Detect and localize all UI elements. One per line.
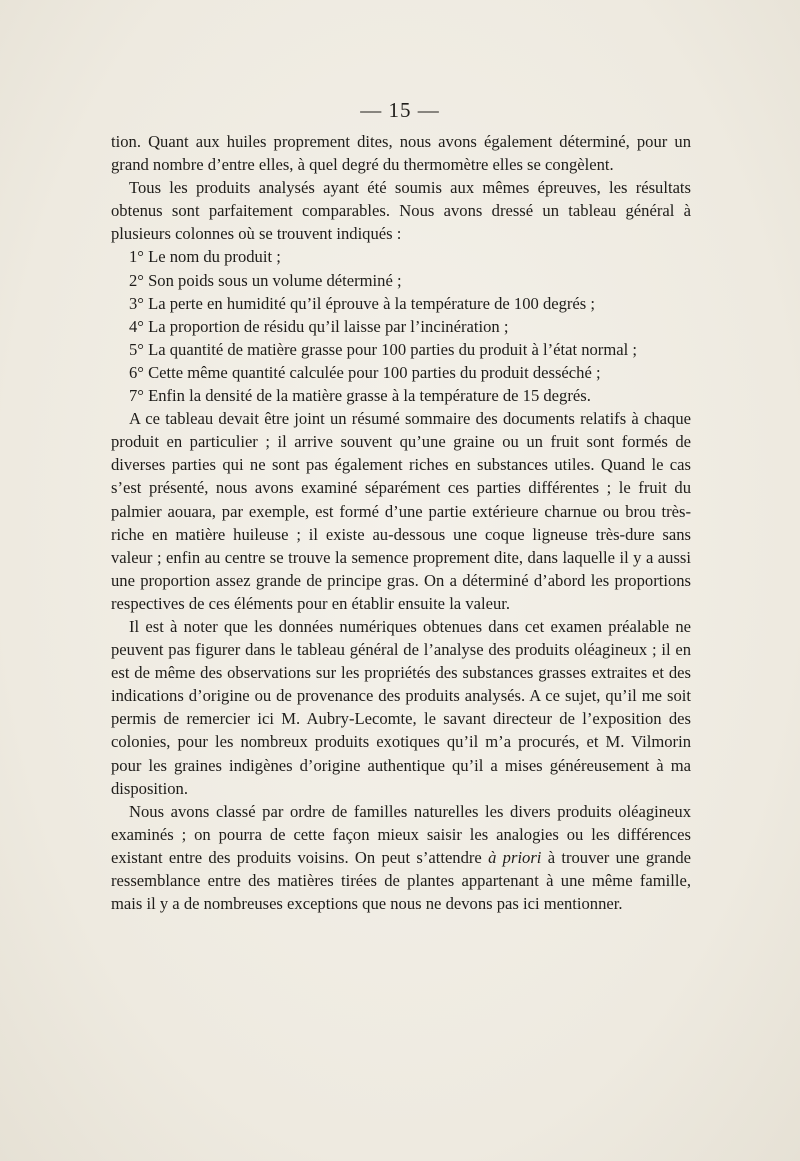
paragraph-continuation: tion. Quant aux huiles proprement dites, nous avons également déterminé, pour un grand nombre d’entre elles, à quel degré du thermomètre elles se congèlent. [111,132,691,175]
paragraph-summary: A ce tableau devait être joint un résumé sommaire des documents relatifs à chaque produit en particulier ; il arrive souvent qu’une graine ou un fruit sont formés de diverses parties qui ne sont pas également riches en substances utiles. Quand le cas s’est présenté, nous avons examiné séparément ces parties différentes ; le fruit du palmier aouara, par exemple, est formé d’une partie extérieure charnue ou brou très-riche en matière huileuse ; il existe au-dessous une coque ligneuse très-dure sans valeur ; enfin au centre se trouve la semence proprement dite, dans laquelle il y a aussi une proportion assez grande de principe gras. On a déterminé d’abord les proportions respectives de ces éléments pour en établir ensuite la valeur. [111,409,691,613]
list-item-4: 4° La proportion de résidu qu’il laisse par l’incinération ; [129,316,509,336]
italic-a-priori: à priori [488,847,542,867]
list-item-7: 7° Enfin la densité de la matière grasse à la température de 15 degrés. [129,386,591,406]
page-number: — 15 — [360,98,440,122]
list-item-1: 1° Le nom du produit ; [129,247,281,267]
classification-text-end: à trouver une grande ressemblance entre des matières tirées de plantes appartenant à une même famille, mais il y a de nombreuses exceptions que nous ne devons pas ici mentionner. [111,847,691,914]
list-item-6: 6° Cette même quantité calculée pour 100 parties du produit desséché ; [129,362,601,382]
paragraph-products-analyzed: Tous les produits analysés ayant été soumis aux mêmes épreuves, les résultats obtenus sont parfaitement comparables. Nous avons dressé un tableau général à plusieurs colonnes où se trouvent indiqués : [111,178,691,244]
body-text [111,130,691,915]
paragraph-classification [111,800,691,915]
paragraph-numeric-data: Il est à noter que les données numériques obtenues dans cet examen préalable ne peuvent pas figurer dans le tableau général de l’analyse des produits oléagineux ; il en est de même des observations sur les propriétés des substances grasses extraites et des indications d’origine ou de provenance des produits analysés. A ce sujet, qu’il me soit permis de remercier ici M. Aubry-Lecomte, le savant directeur de l’exposition des colonies, pour les nombreux produits exotiques qu’il m’a procurés, et M. Vilmorin pour les graines indigènes d’origine authentique qu’il a mises généreusement à ma disposition. [111,616,691,798]
list-item-3: 3° La perte en humidité qu’il éprouve à la température de 100 degrés ; [129,293,596,313]
list-item-2: 2° Son poids sous un volume déterminé ; [129,270,402,290]
list-item-5: 5° La quantité de matière grasse pour 100 parties du produit à l’état normal ; [129,339,637,359]
classification-text-start: Nous avons classé par ordre de familles naturelles les divers produits oléagineux examinés ; on pourra de cette façon mieux saisir les analogies ou les différences existant entre des produits voisins. On peut s’attendre [111,801,691,867]
